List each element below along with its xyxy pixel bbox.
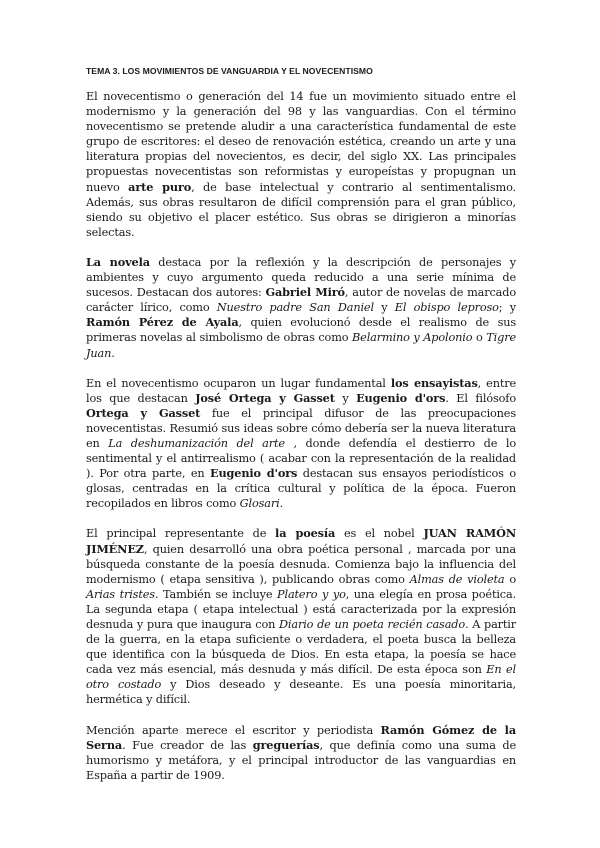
text-run: . A partir de la guerra, en la etapa suficiente o verdadera, el poeta busca la belleza que identifica con la búsqueda de Dios. En esta etapa, la poesía se hace cada vez más esencial, más desnuda y más difícil. De esta época son bbox=[86, 618, 517, 677]
paragraph-novecentismo bbox=[86, 89, 516, 240]
author-name: Eugenio d'ors bbox=[356, 390, 446, 405]
text-run: destacan sus ensayos periodísticos o glosas, centradas en la crítica cultural y política de la época. Fueron recopilados en libros como bbox=[86, 467, 516, 511]
author-name: Gabriel Miró bbox=[265, 285, 345, 300]
paragraph-novela bbox=[86, 255, 516, 361]
work-title: Belarmino y Apolonio bbox=[352, 331, 473, 345]
text-run: y Dios deseado y deseante. Es una poesía minoritaria, hermética y difícil. bbox=[86, 678, 516, 707]
text-run: , quien evolucionó desde el realismo de sus primeras novelas al simbolismo de obras como bbox=[86, 316, 516, 345]
text-run: y bbox=[373, 301, 395, 315]
author-name: Ramón Pérez de Ayala bbox=[86, 315, 239, 330]
work-title: En el otro costado bbox=[86, 663, 516, 692]
author-name: Eugenio d'ors bbox=[210, 466, 298, 481]
text-run: o bbox=[504, 572, 517, 586]
work-title: El obispo leproso bbox=[394, 301, 499, 315]
work-title: La deshumanización del arte bbox=[108, 436, 285, 450]
text-run: , una elegía en prosa poética. La segunda etapa ( etapa intelectual ) está caracterizada por la expresión desnuda y pura que inaugura con bbox=[86, 587, 517, 631]
bold-term: los ensayistas bbox=[390, 375, 478, 390]
bold-term: arte puro bbox=[128, 179, 192, 194]
work-title: Nuestro padre San Daniel bbox=[216, 301, 374, 315]
text-run: , donde defendía el destierro de lo sentimental y el antirrealismo ( acabar con la representación de la realidad ). Por otra parte, en bbox=[86, 436, 516, 481]
bold-term: La novela bbox=[86, 254, 150, 269]
text-run: . bbox=[279, 497, 284, 511]
text-run: es el nobel bbox=[335, 527, 424, 541]
work-title: Glosari bbox=[239, 497, 280, 511]
text-run: destaca por la reflexión y la descripción de personajes y ambientes y cuyo argumento queda reducido a una serie mínima de sucesos. Destacan dos autores: bbox=[86, 255, 516, 300]
text-run: y bbox=[334, 391, 357, 405]
paragraph-ensayistas bbox=[86, 376, 516, 512]
bold-term: la poesía bbox=[275, 526, 336, 541]
work-title: Tigre Juan bbox=[86, 331, 516, 360]
work-title: Diario de un poeta recién casado bbox=[279, 618, 466, 631]
text-run: , de base intelectual y contrario al sentimentalismo. Además, sus obras resultaron de difícil comprensión para el gran público, siendo su objetivo el placer estético. Sus obras se dirigieron a minorías selectas. bbox=[86, 180, 516, 239]
document-page bbox=[86, 66, 516, 798]
author-name: JUAN RAMÓN JIMÉNEZ bbox=[86, 526, 516, 556]
text-run: , que definía como una suma de humorismo y metáfora, y el principal introductor de las vanguardias en España a partir de 1909. bbox=[86, 738, 517, 782]
paragraph-gomez-de-la-serna bbox=[86, 723, 516, 783]
work-title: Platero y yo bbox=[277, 587, 346, 601]
text-run: . El filósofo bbox=[445, 391, 516, 405]
text-run: El principal representante de bbox=[86, 527, 276, 541]
text-run: , autor de novelas de marcado carácter lírico, como bbox=[86, 286, 516, 315]
author-name: Ramón Gómez de la Serna bbox=[86, 722, 516, 752]
text-run: ; y bbox=[498, 301, 516, 315]
author-name: Ortega y Gasset bbox=[86, 405, 201, 420]
text-run: Mención aparte merece el escritor y periodista bbox=[86, 723, 381, 737]
text-run: , quien desarrolló una obra poética personal , marcada por una búsqueda constante de la poesía desnuda. Comienza bajo la influencia del modernismo ( etapa sensitiva ), publicando obras como bbox=[86, 542, 516, 586]
text-run: En el novecentismo ocuparon un lugar fundamental bbox=[86, 376, 391, 390]
text-run: , entre los que destacan bbox=[86, 376, 517, 405]
paragraph-poesia bbox=[86, 526, 516, 707]
work-title: Arias tristes bbox=[86, 587, 155, 601]
text-run: o bbox=[472, 331, 487, 345]
text-run: El novecentismo o generación del 14 fue un movimiento situado entre el modernismo y la generación del 98 y las vanguardias. Con el término novecentismo se pretende aludir a una característica fundamental de este grupo de escritores: el deseo de renovación estética, creando un arte y una literatura propias del novecientos, es decir, del siglo XX. Las principales propuestas novecentistas son reformistas y europeístas y propugnan un nuevo bbox=[86, 90, 516, 194]
text-run: fue el principal difusor de las preocupaciones novecentistas. Resumió sus ideas sobre cómo debería ser la nueva literatura en bbox=[86, 406, 516, 450]
document-title: TEMA 3. LOS MOVIMIENTOS DE VANGUARDIA Y EL NOVECENTISMO bbox=[86, 66, 373, 76]
bold-term: greguerías bbox=[252, 737, 320, 752]
text-run: . bbox=[111, 346, 115, 360]
text-run: . También se incluye bbox=[154, 587, 278, 601]
author-name: José Ortega y Gasset bbox=[195, 390, 335, 405]
text-run: . Fue creador de las bbox=[122, 738, 253, 752]
work-title: Almas de violeta bbox=[409, 572, 505, 586]
